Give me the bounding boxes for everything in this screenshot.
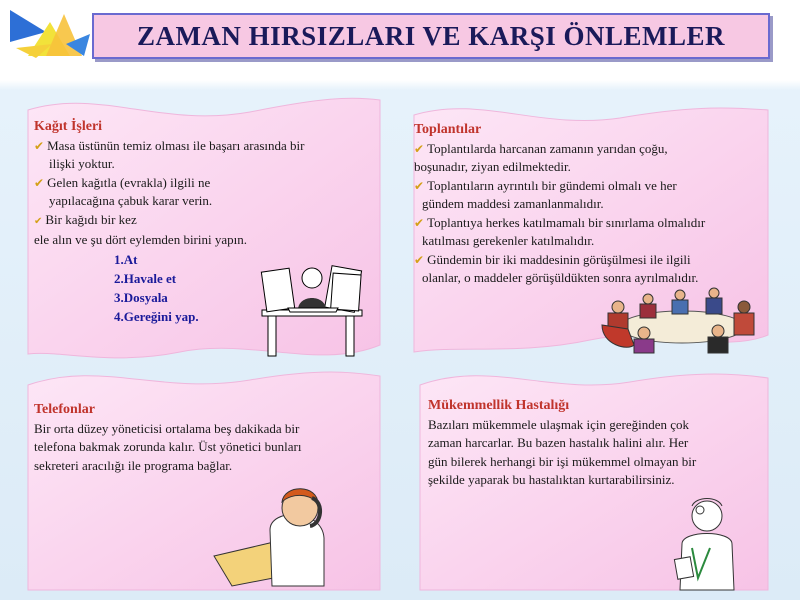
list-item: ✔ Toplantıya herkes katılmamalı bir sınırlama olmalıdır [414,214,706,230]
list-item: ✔ Masa üstünün temiz olması ile başarı arasında bir [34,137,305,153]
list-item: ✔ Gelen kağıtla (evrakla) ilgili ne [34,174,211,190]
text-line: zaman harcarlar. Bu bazen hastalık halini alır. Her [428,435,689,450]
panel-telefon [34,401,374,475]
panel-mukemmel [428,397,764,490]
panel-toplanti [414,121,769,288]
text-line: şekilde yaparak bu hastalıktan kurtarabilirsiniz. [428,472,675,487]
paperwork-desk-illustration [258,250,366,358]
check-icon: ✔ [34,138,45,153]
check-icon: ✔ [34,215,43,227]
panel-telefon-title: Telefonlar [34,402,95,417]
text-line: telefona bakmak zorunda kalır. Üst yönetici bunları [34,439,302,454]
check-icon: ✔ [414,141,425,156]
list-item-cont: katılması gerekenler katılmalıdır. [422,233,595,248]
list-item-cont: yapılacağına çabuk karar verin. [49,193,213,208]
action-item: 4.Gereğini yap. [114,308,199,324]
action-item: 1.At [114,251,138,267]
text-line: gün bilerek herhangi bir işi mükemmel olmayan bir [428,453,697,469]
text-line: Bazıları mükemmele ulaşmak için gereğinden çok [428,416,689,432]
list-item-cont: ilişki yoktur. [49,156,115,171]
list-item: ✔ Toplantılarda harcanan zamanın yarıdan çoğu, [414,140,668,156]
doctor-illustration [670,492,744,592]
panel-mukemmel-title: Mükemmellik Hastalığı [428,398,570,413]
list-item: ✔ Bir kağıdı bir kez [34,211,137,227]
meeting-illustration [598,285,766,355]
check-icon: ✔ [414,252,425,267]
list-item: ✔ Toplantıların ayrıntılı bir gündemi olmalı ve her [414,177,677,193]
list-item-cont: olanlar, o maddeler görüşüldükten sonra ayrılmalıdır. [422,270,699,285]
text-line: Bir orta düzey yöneticisi ortalama beş dakikada bir [34,420,300,436]
check-icon: ✔ [34,175,45,190]
action-item: 3.Dosyala [114,289,168,305]
action-item: 2.Havale et [114,270,177,286]
check-icon: ✔ [414,215,425,230]
panel-kagit-title: Kağıt İşleri [34,119,103,134]
page-title: ZAMAN HIRSIZLARI VE KARŞI ÖNLEMLER [136,20,726,51]
list-item: ✔ Gündemin bir iki maddesinin görüşülmesi ile ilgili [414,251,691,267]
phone-call-illustration [212,478,332,590]
list-item-cont: ele alın ve şu dört eylemden birini yapın. [34,232,247,247]
panel-toplanti-title: Toplantılar [414,122,482,137]
check-icon: ✔ [414,178,425,193]
text-line: sekreteri aracılığı ile programa bağlar. [34,457,233,473]
list-item-cont: boşunadır, ziyan edilmektedir. [414,159,571,174]
list-item-cont: gündem maddesi zamanlanmalıdır. [422,196,604,211]
